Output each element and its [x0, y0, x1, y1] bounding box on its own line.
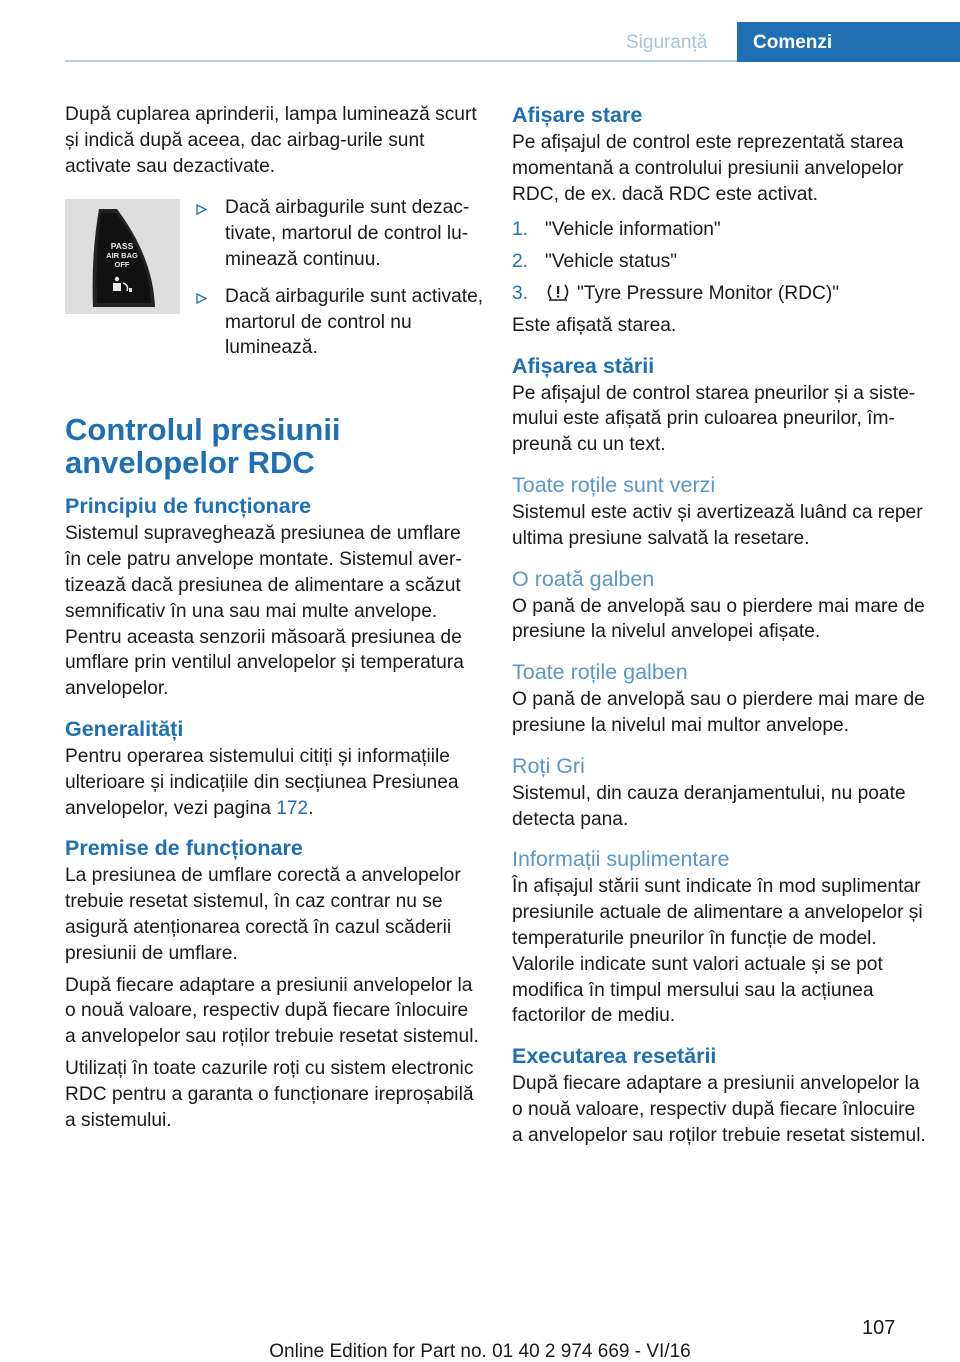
general-text-end: .: [308, 797, 314, 819]
list-item: [512, 249, 926, 275]
general-text-part: Pentru operarea sistemului citiți și informațiile ulterioare și indicațiile din secțiunea Presiunea anvelopelor, vezi pagina: [65, 745, 459, 819]
principle-text: Sistemul supraveghează presiunea de umflare în cele patru anvelope montate. Sistemul avertizează dacă presiunea de alimentare a scăzut semnificativ în una sau mai multe anvelope. Pentru aceasta senzorii măsoară presiunea de umflare prin ventilul anvelopelor și temperatura anvelopelor.: [65, 523, 464, 700]
extra-info-text: În afișajul stării sunt indicate în mod suplimentar presiunile actuale de alimentare a anvelopelor și temperaturile pneurilor în funcție de model. Valorile indicate sunt valori actuale și se pot modifica în timpul mersului sau la acțiunea factorilor de mediu.: [512, 876, 923, 1027]
premise-heading: Premise de funcționare: [65, 836, 303, 861]
tyre-pressure-warning-icon: [545, 282, 571, 302]
all-yellow-wheels-text: O pană de anvelopă sau o pierdere mai mare de presiune la nivelul mai multor anvelope.: [512, 689, 925, 736]
list-item: [196, 195, 486, 272]
airbag-indicator-image: [65, 199, 180, 314]
reset-text: După fiecare adaptare a presiunii anvelopelor la o nouă valoare, respectiv după fiecare înlocuire a anvelopelor sau roților trebuie resetat sistemul.: [512, 1073, 926, 1146]
list-item: [512, 217, 926, 243]
step-number: 2.: [512, 251, 529, 273]
grey-wheels-text: Sistemul, din cauza deranjamentului, nu poate detecta pana.: [512, 782, 906, 830]
step-text: "Vehicle information": [545, 219, 721, 241]
principle-heading: Principiu de funcționare: [65, 494, 312, 519]
airbag-indicator-icon: [65, 199, 180, 314]
steps-list: [512, 217, 926, 306]
premise-paragraph-2: După fiecare adaptare a presiunii anvelopelor la o nouă valoare, respectiv după fiecare înlocuire a anvelopelor sau roților trebuie resetat sistemul.: [65, 974, 479, 1048]
status-text: Pe afișajul de control este reprezentată starea momentană a controlului presiunii anvelopelor RDC, de ex. dacă RDC este activat.: [512, 132, 904, 205]
step-number: 3.: [512, 282, 529, 304]
premise-paragraph-3: Utilizați în toate cazurile roți cu sistem electronic RDC pentru a garanta o funcționare ireproșabilă a sistemului.: [65, 1057, 474, 1131]
general-heading: Generalități: [65, 716, 184, 741]
extra-info-heading: Informații suplimentare: [512, 847, 730, 872]
one-yellow-wheel-text: O pană de anvelopă sau o pierdere mai mare de presiune la nivelul anvelopei afișate.: [512, 595, 925, 643]
header-section-label: Siguranță: [626, 32, 708, 53]
edition-footer: Online Edition for Part no. 01 40 2 974 669 - VI/16: [269, 1341, 691, 1362]
step-text: "Vehicle status": [545, 251, 678, 273]
list-item: [196, 284, 486, 361]
display-heading: Afișarea stării: [512, 353, 655, 378]
green-wheels-heading: Toate roțile sunt verzi: [512, 472, 716, 497]
reset-heading: Executarea resetării: [512, 1044, 717, 1069]
section-title: Controlul presiunii anvelopelor RDC: [65, 412, 341, 481]
one-yellow-wheel-heading: O roată galben: [512, 566, 655, 591]
general-text: [65, 744, 479, 821]
airbag-bullet-list: [196, 195, 486, 372]
left-column: [65, 102, 484, 1139]
triangle-bullet-icon: [196, 204, 207, 215]
step-text: "Tyre Pressure Monitor (RDC)": [577, 282, 840, 304]
airbag-intro-text: După cuplarea aprinderii, lampa luminează scurt și indică după aceea, dac airbag-urile sunt activate sau dezactivate.: [65, 104, 477, 177]
airbag-indicator-block: [65, 195, 484, 413]
display-text: Pe afișajul de control starea pneurilor și a sistemului este afișată prin culoarea pneurilor, împreună cu un text.: [512, 382, 916, 456]
bullet-text: Dacă airbagurile sunt dezactivate, martorul de control luminează continuu.: [225, 197, 470, 270]
premise-paragraph-1: La presiunea de umflare corectă a anvelopelor trebuie resetat sistemul, în caz contrar nu se asigură atenționarea corectă în cazul scăderii presiunii de umflare.: [65, 865, 461, 964]
green-wheels-text: Sistemul este activ și avertizează luând ca reper ultima presiune salvată la resetare.: [512, 501, 923, 549]
triangle-bullet-icon: [196, 293, 207, 304]
right-column: [512, 102, 926, 1155]
page-number: 107: [862, 1317, 896, 1339]
header-chapter-tab: Comenzi: [737, 22, 960, 62]
all-yellow-wheels-heading: Toate roțile galben: [512, 660, 688, 685]
grey-wheels-heading: Roți Gri: [512, 753, 585, 778]
page-reference-link[interactable]: 172: [276, 797, 309, 819]
status-heading: Afișare stare: [512, 103, 643, 127]
airbag-pass-text: PASS: [110, 241, 134, 252]
airbag-airbag-text: AIR BAG: [106, 251, 138, 261]
step-number: 1.: [512, 219, 529, 241]
status-shown-text: Este afișată starea.: [512, 314, 677, 336]
list-item: [512, 281, 926, 307]
bullet-text: Dacă airbagurile sunt activate, martorul de control nu luminează.: [225, 285, 484, 359]
airbag-off-text: OFF: [114, 260, 130, 270]
